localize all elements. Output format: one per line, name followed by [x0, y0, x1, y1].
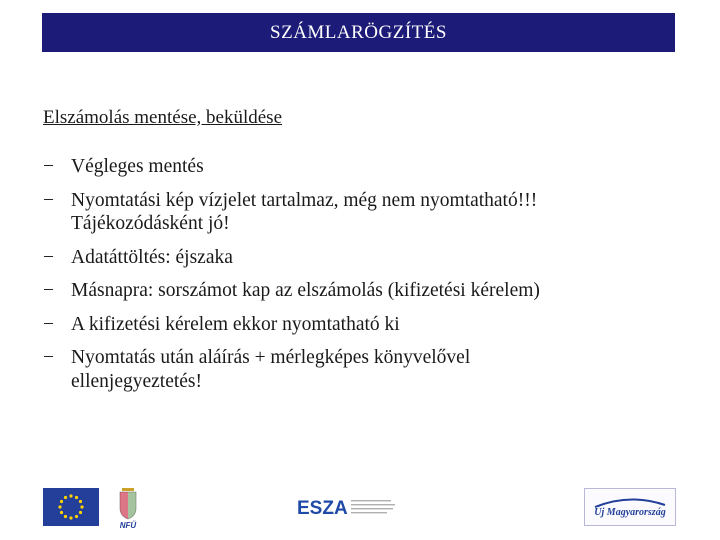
- title-bar: [42, 13, 675, 52]
- list-item-text: Adatáttöltés: éjszaka: [71, 246, 233, 268]
- list-item-text: Nyomtatás után aláírás + mérlegképes könyvelővel: [71, 347, 471, 368]
- list-item: [43, 279, 683, 303]
- esza-emblem-icon: [295, 490, 405, 524]
- list-item-text: Végleges mentés: [71, 156, 204, 177]
- bullet-marker: −: [43, 347, 54, 368]
- bullet-list: [43, 155, 683, 403]
- list-item: [43, 246, 683, 270]
- list-item: [43, 346, 683, 393]
- section-heading: Elszámolás mentése, beküldése: [43, 107, 283, 128]
- hungarian-crest-icon: [113, 486, 143, 530]
- list-item: [43, 189, 683, 236]
- nfu-label: NFÜ: [119, 521, 137, 530]
- list-item: [43, 313, 683, 337]
- uj-magyarorszag-logo: [584, 488, 676, 526]
- eu-stars-icon: [43, 488, 99, 526]
- bullet-marker: −: [43, 280, 54, 301]
- bullet-marker: −: [43, 246, 54, 268]
- page-title: SZÁMLARÖGZÍTÉS: [270, 21, 447, 43]
- bullet-marker: −: [43, 156, 54, 177]
- bullet-marker: −: [43, 189, 54, 211]
- umft-emblem-icon: [585, 489, 675, 525]
- list-item-text-continued: Tájékozódásként jó!: [71, 213, 230, 234]
- list-item-text: Nyomtatási kép vízjelet tartalmaz, még nem nyomtatható!!!: [71, 189, 538, 211]
- list-item: [43, 155, 683, 179]
- nfu-logo: [113, 486, 143, 530]
- esza-logo: [295, 490, 405, 524]
- esza-label: ESZA: [297, 498, 348, 519]
- umft-label: Új Magyarország: [594, 507, 666, 518]
- list-item-text: Másnapra: sorszámot kap az elszámolás (kifizetési kérelem): [71, 280, 540, 301]
- list-item-text-continued: ellenjegyeztetés!: [71, 370, 203, 392]
- list-item-text: A kifizetési kérelem ekkor nyomtatható ki: [71, 313, 400, 335]
- bullet-marker: −: [43, 313, 54, 335]
- eu-flag-logo: [43, 488, 99, 526]
